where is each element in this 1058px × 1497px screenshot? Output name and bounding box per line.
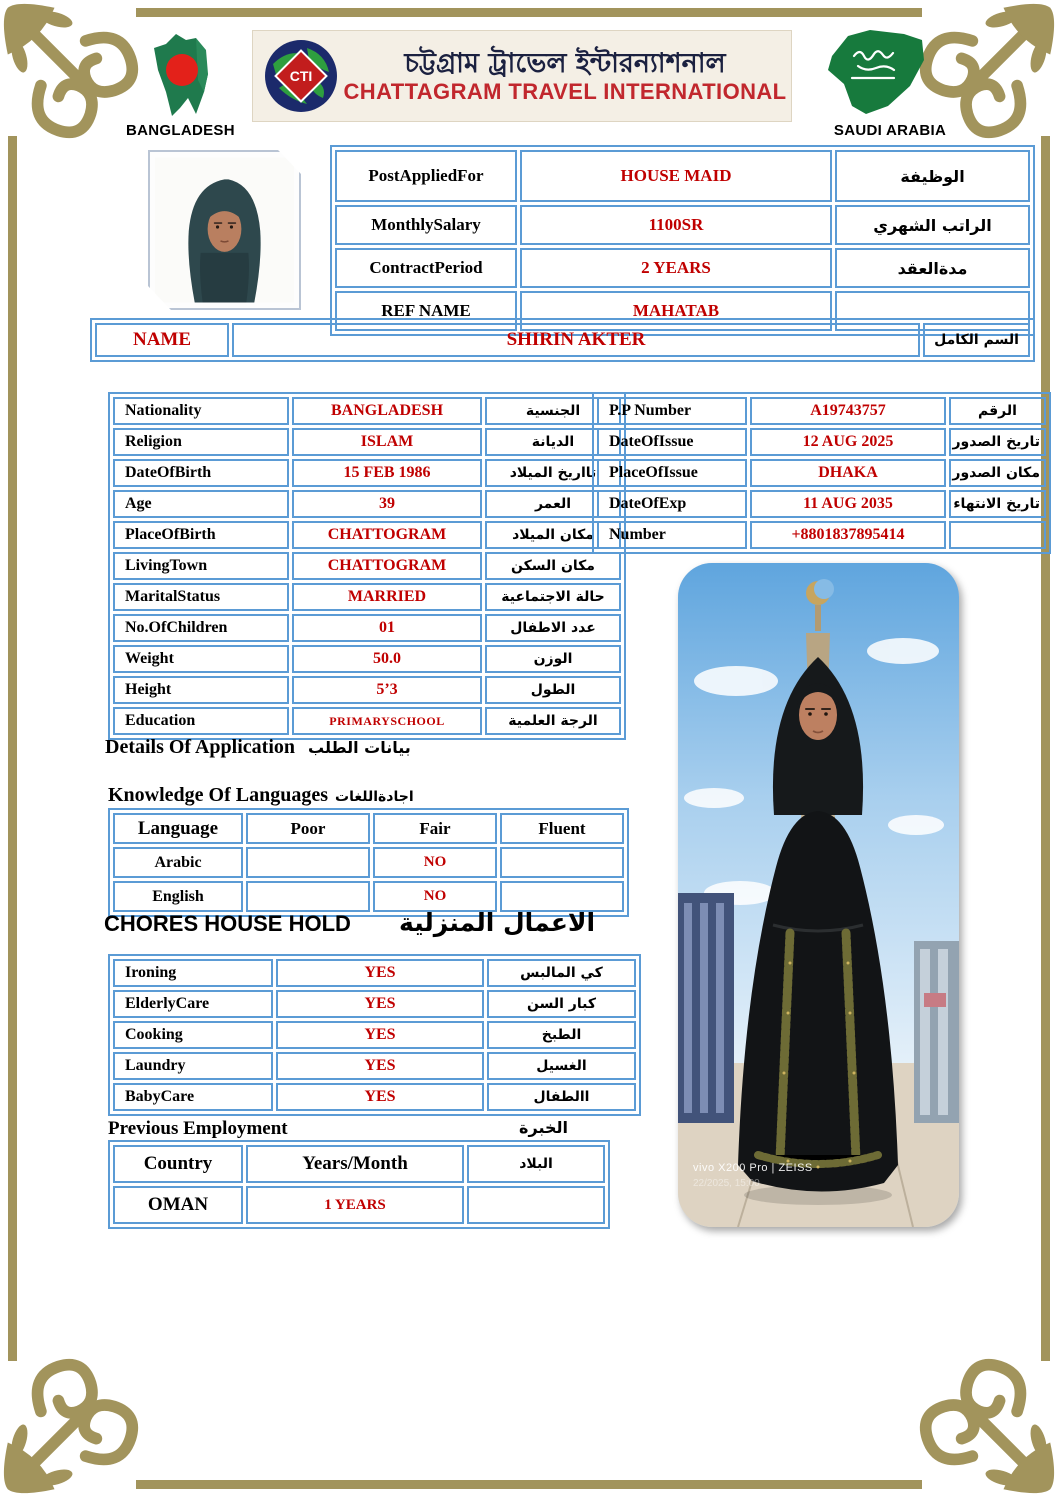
cell-arabic: الديانة [485, 428, 621, 456]
table-row [113, 990, 636, 1018]
fullbody-illustration [678, 563, 959, 1227]
chores-household-heading [104, 908, 595, 937]
heading-arabic: اجادةاللغات [335, 789, 414, 805]
col-header-fair: Fair [373, 813, 497, 844]
table-row [597, 521, 1046, 549]
table-row [113, 959, 636, 987]
cell-label: Nationality [113, 397, 289, 425]
table-row [113, 521, 621, 549]
heading-english: Details Of Application [105, 736, 296, 758]
cell-label: DateOfBirth [113, 459, 289, 487]
cell-arabic: تاريخ الانتهاء [949, 490, 1046, 518]
camera-watermark [693, 1160, 813, 1192]
cell-value: 5’3 [292, 676, 482, 704]
cell-label: PlaceOfBirth [113, 521, 289, 549]
chores-table [108, 954, 641, 1116]
cell-language: Arabic [113, 847, 243, 878]
knowledge-of-languages-heading [108, 784, 414, 807]
cell-arabic: مكان السكن [485, 552, 621, 580]
table-row [113, 397, 621, 425]
table-row [113, 645, 621, 673]
cell-value: +8801837895414 [750, 521, 946, 549]
table-row [113, 1083, 636, 1111]
cell-label: P.P Number [597, 397, 747, 425]
cell-value: 11 AUG 2035 [750, 490, 946, 518]
cell-arabic: كبار السن [487, 990, 636, 1018]
cell-value: CHATTOGRAM [292, 521, 482, 549]
cell-arabic: كي المالبس [487, 959, 636, 987]
watermark-text: vivo X200 Pro | ZEISS [693, 1161, 813, 1174]
cell-label: Laundry [113, 1052, 273, 1080]
cell-arabic: االطفال [487, 1083, 636, 1111]
cell-arabic: الراتب الشهري [835, 205, 1030, 245]
applicant-headshot-photo [148, 150, 301, 310]
col-header-duration: Years/Month [246, 1145, 464, 1183]
table-row [113, 1186, 605, 1224]
cell-label: MonthlySalary [335, 205, 517, 245]
table-row [113, 552, 621, 580]
table-row [113, 707, 621, 735]
cell-fair: NO [373, 847, 497, 878]
cell-value: YES [276, 959, 484, 987]
headshot-illustration [155, 157, 294, 303]
cell-label: REF NAME [335, 291, 517, 331]
name-row-table [90, 318, 1035, 362]
cell-label: Religion [113, 428, 289, 456]
cell-value: YES [276, 990, 484, 1018]
passport-details-table [592, 392, 1051, 554]
cell-value: PRIMARYSCHOOL [292, 707, 482, 735]
agency-title-bengali: চট্টগ্রাম ট্রাভেল ইন্টারন্যাশনাল [404, 47, 726, 79]
cell-arabic: الجنسية [485, 397, 621, 425]
cell-label: ElderlyCare [113, 990, 273, 1018]
table-header-row [113, 813, 624, 844]
cell-country: OMAN [113, 1186, 243, 1224]
cell-arabic: عدد الاطفال [485, 614, 621, 642]
cell-value: HOUSE MAID [520, 150, 832, 202]
application-summary-table [330, 145, 1035, 336]
heading-arabic: الخبرة [519, 1118, 568, 1137]
col-header-poor: Poor [246, 813, 370, 844]
heading-arabic: بيانات الطلب [308, 738, 411, 757]
table-row [597, 490, 1046, 518]
cell-value: 50.0 [292, 645, 482, 673]
table-row [335, 150, 1030, 202]
table-row [113, 676, 621, 704]
language-knowledge-table [108, 808, 629, 917]
col-header-language: Language [113, 813, 243, 844]
agency-logo-banner [252, 30, 792, 122]
logo-initials: CTI [289, 68, 313, 84]
cell-value: YES [276, 1083, 484, 1111]
previous-employment-heading [108, 1118, 568, 1140]
table-row [597, 397, 1046, 425]
right-country-label: SAUDI ARABIA [833, 122, 947, 139]
heading-english: Previous Employment [108, 1118, 288, 1139]
cell-value: 15 FEB 1986 [292, 459, 482, 487]
corner-ornament-icon [912, 1351, 1058, 1497]
cell-label: PostAppliedFor [335, 150, 517, 202]
table-row [113, 1021, 636, 1049]
cell-arabic [467, 1186, 605, 1224]
cell-arabic: الرجة العلمية [485, 707, 621, 735]
watermark-date: 22/2025, 15:00 [693, 1178, 760, 1189]
cell-label: DateOfIssue [597, 428, 747, 456]
cell-label: No.OfChildren [113, 614, 289, 642]
cell-arabic: الوظيفة [835, 150, 1030, 202]
table-row [335, 248, 1030, 288]
cell-arabic: الطبخ [487, 1021, 636, 1049]
table-row [597, 459, 1046, 487]
cell-label: DateOfExp [597, 490, 747, 518]
cell-value: MARRIED [292, 583, 482, 611]
frame-border-bottom [136, 1480, 922, 1489]
cell-arabic: مكان الميلاد [485, 521, 621, 549]
cell-arabic: الوزن [485, 645, 621, 673]
table-row [597, 428, 1046, 456]
cell-arabic: تااريخ الميلاد [485, 459, 621, 487]
name-label: NAME [95, 323, 229, 357]
cell-value: 2 YEARS [520, 248, 832, 288]
frame-border-right [1041, 136, 1050, 1361]
table-row [335, 205, 1030, 245]
cell-label: Education [113, 707, 289, 735]
table-row [113, 614, 621, 642]
cell-label: BabyCare [113, 1083, 273, 1111]
table-row [113, 847, 624, 878]
cell-value: 39 [292, 490, 482, 518]
corner-ornament-icon [0, 0, 146, 146]
heading-english: CHORES HOUSE HOLD [104, 911, 351, 936]
saudi-arabia-map-icon [818, 26, 928, 118]
cell-label: Cooking [113, 1021, 273, 1049]
cell-arabic: العمر [485, 490, 621, 518]
cell-arabic: الرقم [949, 397, 1046, 425]
cell-value: BANGLADESH [292, 397, 482, 425]
cell-arabic: حالة الاجتماعية [485, 583, 621, 611]
cell-fluent [500, 847, 624, 878]
cell-arabic [949, 521, 1046, 549]
table-row [113, 490, 621, 518]
table-row [95, 323, 1030, 357]
cell-value: CHATTOGRAM [292, 552, 482, 580]
table-row [113, 459, 621, 487]
table-row [113, 583, 621, 611]
cell-value: YES [276, 1021, 484, 1049]
cell-value: 1100SR [520, 205, 832, 245]
cell-label: MaritalStatus [113, 583, 289, 611]
applicant-name: SHIRIN AKTER [232, 323, 920, 357]
cell-label: Weight [113, 645, 289, 673]
cell-label: LivingTown [113, 552, 289, 580]
cell-label: Number [597, 521, 747, 549]
cell-arabic: الغسيل [487, 1052, 636, 1080]
cell-poor [246, 847, 370, 878]
agency-title-block [339, 48, 791, 104]
cell-value: YES [276, 1052, 484, 1080]
bangladesh-map-icon [146, 30, 236, 120]
frame-border-top [136, 8, 922, 17]
cell-value: A19743757 [750, 397, 946, 425]
cell-label: Age [113, 490, 289, 518]
cell-arabic: مكان الصدور [949, 459, 1046, 487]
table-row [113, 428, 621, 456]
cell-language: English [113, 881, 243, 912]
cell-value: MAHATAB [520, 291, 832, 331]
cell-fair: NO [373, 881, 497, 912]
previous-employment-table [108, 1140, 610, 1229]
corner-ornament-icon [0, 1351, 146, 1497]
cell-label: ContractPeriod [335, 248, 517, 288]
cell-arabic: مدةالعقد [835, 248, 1030, 288]
cell-value: DHAKA [750, 459, 946, 487]
cell-label: PlaceOfIssue [597, 459, 747, 487]
col-header-country: Country [113, 1145, 243, 1183]
cti-globe-logo-icon [263, 38, 339, 114]
left-country-label: BANGLADESH [126, 122, 235, 139]
personal-details-table [108, 392, 626, 740]
heading-arabic: الاعمال المنزلية [399, 908, 596, 937]
cell-value: 01 [292, 614, 482, 642]
agency-title-english: CHATTAGRAM TRAVEL INTERNATIONAL [343, 78, 787, 104]
col-header-fluent: Fluent [500, 813, 624, 844]
details-of-application-heading [105, 736, 411, 759]
cell-value: 12 AUG 2025 [750, 428, 946, 456]
cell-arabic: الطول [485, 676, 621, 704]
heading-english: Knowledge Of Languages [108, 784, 329, 806]
cell-label: Ironing [113, 959, 273, 987]
name-arabic: السم الكامل [923, 323, 1030, 357]
table-header-row [113, 1145, 605, 1183]
col-header-arabic: البلاد [467, 1145, 605, 1183]
cell-label: Height [113, 676, 289, 704]
applicant-fullbody-photo [678, 563, 959, 1227]
cell-value: ISLAM [292, 428, 482, 456]
cell-duration: 1 YEARS [246, 1186, 464, 1224]
table-row [113, 1052, 636, 1080]
cell-arabic: تاريخ الصدور [949, 428, 1046, 456]
frame-border-left [8, 136, 17, 1361]
